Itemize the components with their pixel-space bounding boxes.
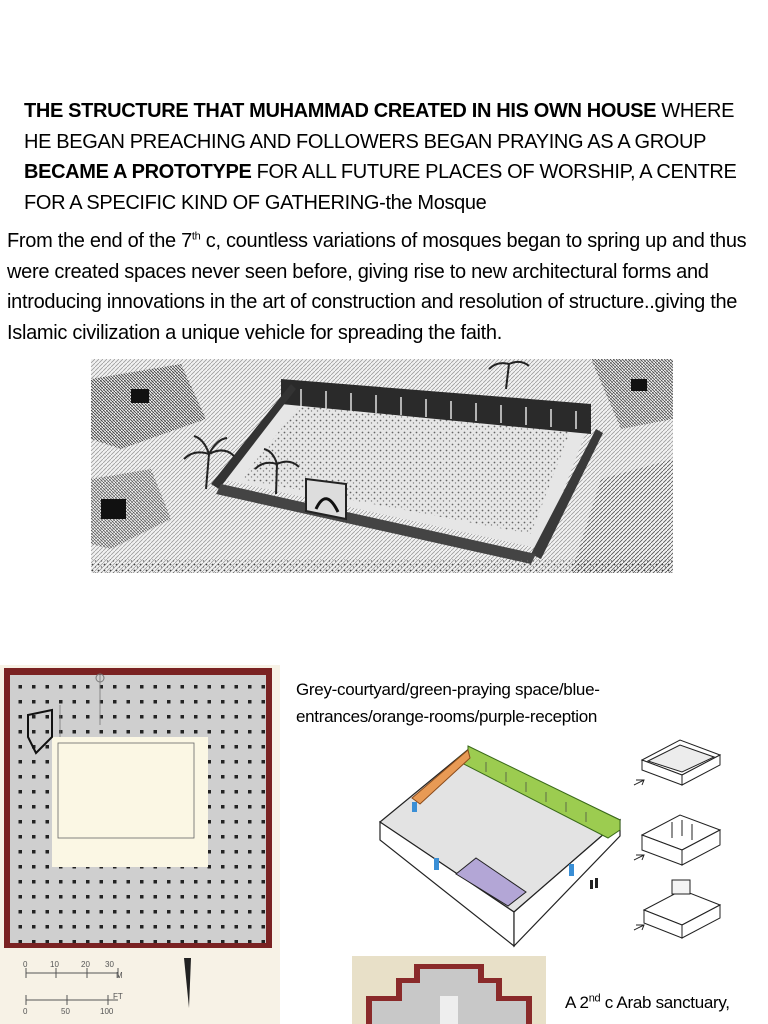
sanctuary-caption: [565, 993, 765, 1013]
scale-m-tick-30: 30: [105, 960, 114, 969]
paragraph-superscript: th: [191, 230, 201, 243]
house-type-sketches: [632, 730, 732, 940]
paragraph-part-2: c, countless variations of mosques began to spring up and thus were created spaces never seen before, giving rise to new architectural forms and introducing innovations in the art of construction and resolution of structure..giving the Islamic civilization a unique vehicle for spreading the faith.: [7, 230, 747, 344]
scale-m-unit: M: [116, 971, 123, 980]
isometric-mosque-diagram: [376, 742, 632, 950]
house-engraving-image: [91, 359, 673, 573]
scale-ft-tick-50: 50: [61, 1007, 70, 1016]
sanctuary-part-1: A 2: [565, 993, 589, 1012]
scale-m-tick-10: 10: [50, 960, 59, 969]
scale-ft-tick-100: 100: [100, 1007, 114, 1016]
sanctuary-superscript: nd: [588, 992, 601, 1005]
scale-m-tick-20: 20: [81, 960, 90, 969]
intro-text-1: WHERE HE BEGAN PREACHING AND FOLLOWERS BEGAN PRAYING AS A GROUP: [24, 100, 735, 153]
color-legend-caption: Grey-courtyard/green-praying space/blue-entrances/orange-rooms/purple-reception: [296, 680, 600, 726]
scale-ft-unit: FT: [113, 992, 123, 1001]
arab-sanctuary-plan: [352, 956, 546, 1024]
intro-text-2: FOR ALL FUTURE PLACES OF WORSHIP, A CENTRE FOR A SPECIFIC KIND OF GATHERING-the Mosque: [24, 161, 737, 214]
mosque-floor-plan: [0, 665, 280, 1024]
intro-heading: [24, 96, 759, 218]
intro-bold-1: THE STRUCTURE THAT MUHAMMAD CREATED IN HIS OWN HOUSE: [24, 100, 657, 122]
scale-m-tick-0: 0: [23, 960, 28, 969]
scale-ft-tick-0: 0: [23, 1007, 28, 1016]
paragraph-part-1: From the end of the 7: [7, 230, 192, 252]
body-paragraph: [7, 226, 765, 348]
sanctuary-part-2: c Arab sanctuary,: [600, 993, 730, 1012]
intro-bold-2: BECAME A PROTOTYPE: [24, 161, 252, 183]
